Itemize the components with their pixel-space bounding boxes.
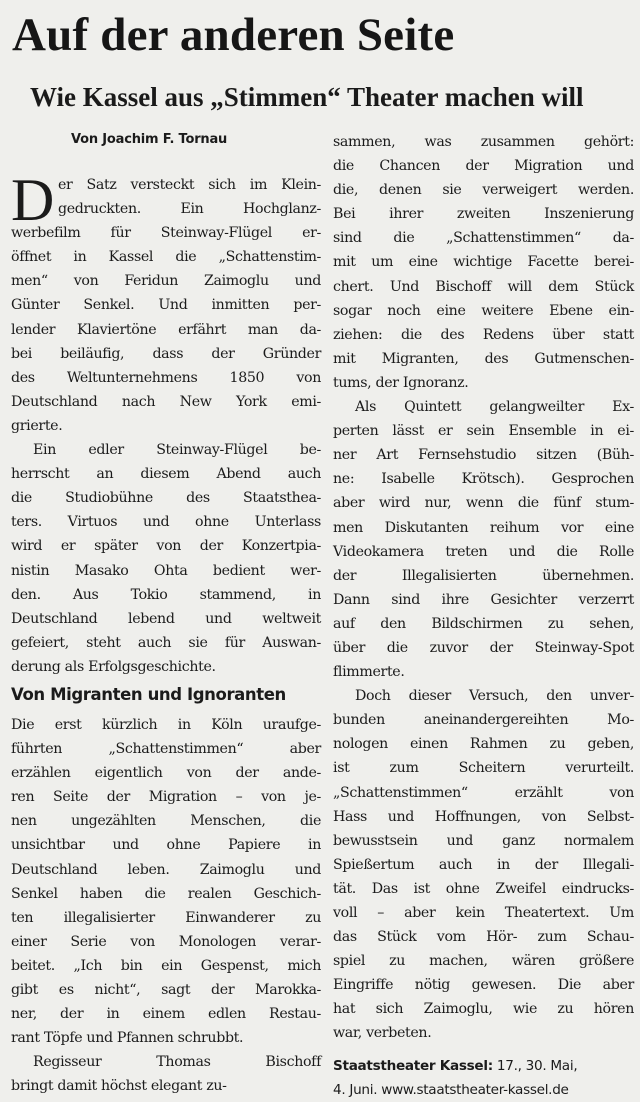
text-line: chert. Und Bischoff will dem Stück — [333, 278, 634, 295]
performance-info-line-2: 4. Juni. www.staatstheater-kassel.de — [333, 1081, 569, 1098]
paragraph-3 — [11, 713, 321, 1050]
text-line: der Illegalisierten übernehmen. — [333, 567, 634, 584]
left-column — [11, 128, 321, 1098]
paragraph-1 — [11, 167, 321, 438]
text-line: wird er später von der Konzertpia- — [11, 538, 321, 555]
text-line: beitet. „Ich bin ein Gespenst, mich — [11, 957, 321, 974]
text-line: ist zum Scheitern verurteilt. — [333, 760, 634, 777]
text-line: nen ungezählten Menschen, die — [11, 813, 321, 830]
performance-dates: 17., 30. Mai, — [492, 1057, 578, 1074]
text-line: war, verbeten. — [333, 1025, 432, 1042]
article-headline: Auf der anderen Seite — [12, 9, 455, 61]
text-line: men“ von Feridun Zaimoglu und — [11, 273, 321, 290]
text-line: auf den Bildschirmen zu sehen, — [333, 615, 634, 632]
text-line: Spießertum auch in der Illegali- — [333, 856, 634, 873]
paragraph-2 — [11, 438, 321, 679]
text-line: ters. Virtuos und ohne Unterlass — [11, 514, 321, 531]
text-line: Regisseur Thomas Bischoff — [33, 1054, 321, 1071]
text-line: Günter Senkel. Und inmitten per- — [11, 297, 321, 314]
text-line: derung als Erfolgsgeschichte. — [11, 658, 216, 675]
text-line: men Diskutanten reihum vor eine — [333, 519, 634, 536]
byline: Von Joachim F. Tornau — [71, 132, 228, 147]
text-line: Deutschland nach New York emi- — [11, 393, 321, 410]
text-line: mit Migranten, des Gutmenschen- — [333, 350, 634, 367]
text-line: ne: Isabelle Krötsch). Gesprochen — [333, 471, 634, 488]
text-line: Eingriffe nötig gewesen. Die aber — [333, 977, 634, 994]
text-line: herrscht an diesem Abend auch — [11, 466, 321, 483]
right-column — [333, 130, 634, 1102]
paragraph-4-lines — [11, 1050, 321, 1098]
paragraph-2-lines — [11, 438, 321, 679]
text-line: bunden aneinandergereihten Mo- — [333, 712, 634, 729]
text-line: gedruckten. Ein Hochglanz- — [57, 201, 321, 218]
paragraph-3-lines — [11, 713, 321, 1050]
text-line: nologen einen Rahmen zu geben, — [333, 736, 634, 753]
text-line: über die zuvor der Steinway-Spot — [333, 639, 634, 656]
text-line: Videokamera treten und die Rolle — [333, 543, 634, 560]
text-line: Deutschland lebend und weltweit — [11, 610, 321, 627]
text-line: Bei ihrer zweiten Inszenierung — [333, 206, 634, 223]
text-line: mit um eine wichtige Facette berei- — [333, 254, 634, 271]
paragraph-5-lines — [333, 395, 634, 684]
text-line: ner, der in einem edlen Restau- — [11, 1006, 321, 1023]
text-line: des Weltunternehmens 1850 von — [11, 369, 321, 386]
paragraph-4-continued-lines — [333, 130, 634, 395]
text-line: bei beiläufig, dass der Gründer — [11, 345, 321, 362]
text-line: ziehen: die des Redens über statt — [333, 326, 634, 343]
paragraph-4 — [11, 1050, 321, 1098]
text-line: flimmerte. — [333, 664, 405, 681]
paragraph-5 — [333, 395, 634, 684]
text-line: rant Töpfe und Pfannen schrubbt. — [11, 1030, 244, 1047]
text-line: grierte. — [11, 417, 63, 434]
text-line: sind die „Schattenstimmen“ da- — [333, 230, 634, 247]
performance-info — [333, 1054, 634, 1102]
text-line: „Schattenstimmen“ erzählt von — [333, 784, 634, 801]
text-line: hat sich Zaimoglu, wie zu hören — [333, 1001, 634, 1018]
text-line: gefeiert, steht auch sie für Auswan- — [11, 634, 321, 651]
text-line: voll – aber kein Theatertext. Um — [333, 905, 634, 921]
paragraph-1-lines — [11, 167, 321, 438]
text-line: öffnet in Kassel die „Schattenstim- — [11, 249, 321, 266]
text-line: er Satz versteckt sich im Klein- — [57, 177, 321, 193]
text-line: die Chancen der Migration und — [333, 158, 634, 175]
text-line: unsichtbar und ohne Papiere in — [11, 837, 321, 854]
text-line: erzählen eigentlich von der ande- — [11, 765, 321, 782]
drop-cap: D — [11, 167, 54, 233]
article-subheadline: Wie Kassel aus „Stimmen“ Theater machen will — [30, 82, 584, 112]
text-line: nistin Masako Ohta bedient wer- — [11, 562, 321, 579]
paragraph-6-lines — [333, 684, 634, 1045]
text-line: werbefilm für Steinway-Flügel er- — [11, 225, 321, 242]
paragraph-4-continued — [333, 130, 634, 395]
section-subheading: Von Migranten und Ignoranten — [11, 684, 286, 704]
text-line: Dann sind ihre Gesichter verzerrt — [333, 591, 634, 608]
text-line: ten illegalisierter Einwanderer zu — [11, 909, 321, 926]
text-line: ner Art Fernsehstudio sitzen (Büh- — [333, 447, 634, 464]
text-line: lender Klaviertöne erfährt man da- — [11, 321, 321, 338]
text-line: den. Aus Tokio stammend, in — [11, 586, 321, 603]
text-line: gibt es nicht“, sagt der Marokka- — [11, 982, 321, 998]
text-line: die Studiobühne des Staatsthea- — [11, 490, 321, 507]
text-line: Ein edler Steinway-Flügel be- — [33, 442, 321, 459]
text-line: sammen, was zusammen gehört: — [333, 134, 634, 150]
text-line: tät. Das ist ohne Zweifel eindrucks- — [333, 880, 634, 897]
text-line: sogar noch eine weitere Ebene ein- — [333, 302, 634, 319]
text-line: ren Seite der Migration – von je- — [11, 789, 321, 806]
text-line: Als Quintett gelangweilter Ex- — [355, 399, 634, 416]
paragraph-6 — [333, 684, 634, 1045]
text-line: tums, der Ignoranz. — [333, 374, 469, 391]
text-line: Deutschland leben. Zaimoglu und — [11, 861, 321, 878]
text-line: Doch dieser Versuch, den unver- — [355, 688, 634, 705]
text-line: aber wird nur, wenn die fünf stum- — [333, 495, 634, 512]
text-line: spiel zu machen, wären größere — [333, 953, 634, 970]
text-line: bewusstsein und ganz normalem — [333, 832, 634, 849]
text-line: die, denen sie verweigert werden. — [333, 182, 634, 199]
text-line: Hass und Hoffnungen, von Selbst- — [333, 808, 634, 825]
text-line: bringt damit höchst elegant zu- — [11, 1078, 227, 1095]
text-line: perten lässt er sein Ensemble in ei- — [333, 423, 634, 440]
text-line: führten „Schattenstimmen“ aber — [11, 741, 321, 758]
text-line: das Stück vom Hör- zum Schau- — [333, 929, 634, 946]
text-line: einer Serie von Monologen verar- — [11, 933, 321, 950]
text-line: Senkel haben die realen Geschich- — [11, 885, 321, 902]
venue-label: Staatstheater Kassel: — [333, 1057, 493, 1074]
performance-info-line-1 — [333, 1054, 634, 1078]
text-line: Die erst kürzlich in Köln uraufge- — [11, 716, 321, 733]
